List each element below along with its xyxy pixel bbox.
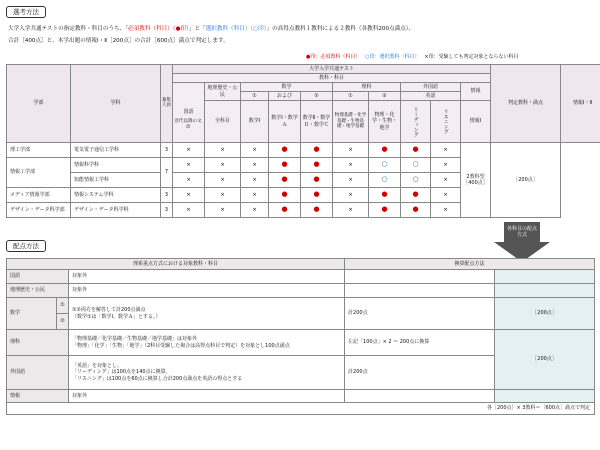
detail-line: 「物理」「化学」「生物」「地学」（2科目受験した場合は高得点科目で判定）を対象とし100点満点 bbox=[72, 342, 290, 349]
selected-mark: ○ bbox=[381, 175, 388, 184]
detail-line: 対象外 bbox=[72, 392, 88, 399]
cell-joho-points: ［200点］ bbox=[491, 143, 561, 218]
cell-faculty: デザイン・データ科学部 bbox=[7, 203, 71, 218]
scoring-table bbox=[6, 258, 595, 415]
cell-mark bbox=[269, 173, 301, 188]
col-kiso: 物理基礎・化学基礎・生物基礎・地学基礎 bbox=[333, 101, 369, 143]
cell-mark bbox=[173, 143, 205, 158]
section-title-selection: 選考方法 bbox=[6, 6, 46, 18]
excluded-mark: × bbox=[443, 206, 448, 213]
table-row bbox=[7, 284, 595, 298]
cell-points: ［200点］ bbox=[495, 298, 595, 330]
required-mark: ● bbox=[412, 145, 419, 154]
col-zen: 全科目 bbox=[205, 101, 241, 143]
excluded-mark: × bbox=[348, 191, 353, 198]
header-gaikoku: 外国語 bbox=[401, 83, 461, 92]
detail-line: （数学①は「数学Ⅰ、数学Ａ」とする。） bbox=[72, 313, 161, 320]
cell-faculty: メディア情報学部 bbox=[7, 188, 71, 203]
header-rika: 理科 bbox=[333, 83, 401, 92]
cell-mark bbox=[333, 203, 369, 218]
col-s1a: 数学Ⅰ・数学Ａ bbox=[269, 101, 301, 143]
col-rika2: 物理・化学・生物・地学 bbox=[369, 101, 401, 143]
cell-mark bbox=[173, 203, 205, 218]
excluded-mark: × bbox=[348, 176, 353, 183]
cell-mark bbox=[241, 173, 269, 188]
col-joho1: 情報Ⅰ bbox=[461, 101, 491, 143]
cell-department: 情報システム学科 bbox=[71, 188, 161, 203]
cell-mark bbox=[301, 158, 333, 173]
required-mark: ● bbox=[281, 145, 288, 154]
required-mark: ● bbox=[313, 205, 320, 214]
excluded-mark: × bbox=[348, 146, 353, 153]
cell-mark bbox=[369, 203, 401, 218]
excluded-mark: × bbox=[252, 206, 257, 213]
col-listening: リスニング bbox=[431, 101, 461, 143]
header-subjects: 教科・科目 bbox=[173, 74, 491, 83]
cell-points bbox=[495, 390, 595, 403]
cell-department: 電気電子通信工学科 bbox=[71, 143, 161, 158]
required-mark: ● bbox=[412, 205, 419, 214]
legend: ●印：必須教科（科目） ○印：選択教科（科目） ×印：受験しても判定対象とならない科目 bbox=[306, 54, 519, 60]
required-mark: ● bbox=[281, 190, 288, 199]
cell-mark bbox=[205, 203, 241, 218]
header-chireki: 地理歴史・公民 bbox=[205, 83, 241, 101]
cell-mark bbox=[401, 173, 431, 188]
cell-subject: 理科 bbox=[7, 330, 69, 356]
cell-mark bbox=[401, 203, 431, 218]
col-s1: 数学Ⅰ bbox=[241, 101, 269, 143]
cell-mark bbox=[241, 203, 269, 218]
required-mark: ● bbox=[281, 205, 288, 214]
detail-line: 対象外 bbox=[72, 287, 88, 294]
header-capacity: 募集人員 bbox=[161, 65, 173, 143]
cell-mark bbox=[431, 203, 461, 218]
header-sugaku: 数学 bbox=[241, 83, 333, 92]
excluded-mark: × bbox=[186, 191, 191, 198]
cell-calc bbox=[345, 270, 495, 284]
cell-mark bbox=[269, 203, 301, 218]
header-target-subjects: 理系重点方式における対象教科・科目 bbox=[7, 259, 345, 270]
cell-mark bbox=[431, 188, 461, 203]
cell-capacity: 3 bbox=[161, 203, 173, 218]
header-faculty: 学部 bbox=[7, 65, 71, 143]
cell-mark bbox=[205, 188, 241, 203]
excluded-mark: × bbox=[348, 206, 353, 213]
detail-line: 「リーディング」は100点を140点に換算、 bbox=[72, 369, 171, 376]
cell-mark bbox=[333, 158, 369, 173]
cell-mark bbox=[241, 158, 269, 173]
cell-points bbox=[495, 284, 595, 298]
cell-detail bbox=[69, 330, 345, 356]
cell-subject: 国語 bbox=[7, 270, 69, 284]
cell-mark bbox=[301, 203, 333, 218]
header-hantei: 判定教科・満点 bbox=[491, 65, 561, 143]
cell-capacity: 3 bbox=[161, 143, 173, 158]
cell-mark bbox=[205, 173, 241, 188]
excluded-mark: × bbox=[443, 191, 448, 198]
col-kokugo: 近代以降の文章 bbox=[174, 119, 202, 130]
required-mark: ● bbox=[381, 190, 388, 199]
cell-circle: ② bbox=[57, 314, 69, 330]
excluded-mark: × bbox=[186, 176, 191, 183]
cell-mark bbox=[241, 188, 269, 203]
cell-department: 知能情報工学科 bbox=[71, 173, 161, 188]
excluded-mark: × bbox=[252, 176, 257, 183]
cell-mark bbox=[401, 143, 431, 158]
cell-mark bbox=[205, 143, 241, 158]
excluded-mark: × bbox=[220, 161, 225, 168]
header-department: 学科 bbox=[71, 65, 161, 143]
cell-points bbox=[495, 270, 595, 284]
detail-line: 「リスニング」は100点を60点に換算し合計200点満点を英語の得点とする bbox=[72, 375, 243, 382]
cell-mark bbox=[401, 158, 431, 173]
table-row bbox=[7, 270, 595, 284]
header-rika-circle1: ① bbox=[333, 92, 369, 101]
cell-mark bbox=[269, 143, 301, 158]
required-mark: ● bbox=[281, 175, 288, 184]
cell-mark bbox=[431, 173, 461, 188]
cell-mark bbox=[369, 173, 401, 188]
table-row bbox=[7, 143, 600, 158]
selected-mark: ○ bbox=[381, 160, 388, 169]
required-mark: ● bbox=[313, 145, 320, 154]
col-s2bc: 数学Ⅱ・数学Ｂ・数学Ｃ bbox=[301, 101, 333, 143]
cell-hantei: 2教科型［400点］ bbox=[461, 143, 491, 218]
cell-subject: 情報 bbox=[7, 390, 69, 403]
cell-subject: 数学 bbox=[7, 298, 57, 330]
excluded-mark: × bbox=[220, 176, 225, 183]
cell-department: デザイン・データ科学科 bbox=[71, 203, 161, 218]
cell-calc: 左記「100点」× 2 ＝ 200点に換算 bbox=[345, 330, 495, 356]
cell-faculty: 理工学部 bbox=[7, 143, 71, 158]
table-row bbox=[7, 390, 595, 403]
cell-mark bbox=[301, 188, 333, 203]
excluded-mark: × bbox=[252, 161, 257, 168]
cell-subject: 外国語 bbox=[7, 356, 69, 390]
required-mark: ● bbox=[313, 175, 320, 184]
header-kyotsu: 大学入学共通テスト bbox=[173, 65, 491, 74]
cell-detail bbox=[69, 390, 345, 403]
header-kokugo: 国語 bbox=[173, 83, 205, 143]
cell-calc bbox=[345, 390, 495, 403]
cell-calc: 計200点 bbox=[345, 356, 495, 390]
arrow-label: 各科目の配点方式 bbox=[506, 226, 537, 239]
excluded-mark: × bbox=[348, 161, 353, 168]
header-oyobi: および bbox=[269, 92, 301, 101]
cell-mark bbox=[205, 158, 241, 173]
section-title-scoring: 配点方法 bbox=[6, 240, 46, 252]
excluded-mark: × bbox=[443, 176, 448, 183]
footer-total: 各［200点］× 3教科＝［600点］満点で判定 bbox=[7, 403, 595, 415]
cell-capacity: 3 bbox=[161, 188, 173, 203]
excluded-mark: × bbox=[186, 206, 191, 213]
required-mark: ● bbox=[313, 160, 320, 169]
cell-mark bbox=[401, 188, 431, 203]
excluded-mark: × bbox=[186, 146, 191, 153]
detail-line: 「英語」を対象とし、 bbox=[72, 363, 123, 370]
cell-mark bbox=[173, 188, 205, 203]
selection-table bbox=[6, 64, 600, 218]
cell-detail bbox=[69, 298, 345, 330]
cell-points: ［200点］ bbox=[495, 330, 595, 390]
cell-mark bbox=[369, 158, 401, 173]
cell-mark bbox=[301, 143, 333, 158]
intro-line-1: 大学入学共通テストの指定教科・科目のうち、「必須教科（科目）（●印）」と「選択教科（科目）（○印）」の高得点教科１教科による２教科（各教科200点満点）、 bbox=[8, 26, 415, 32]
cell-mark bbox=[173, 173, 205, 188]
cell-faculty: 情報工学部 bbox=[7, 158, 71, 188]
cell-mark bbox=[369, 143, 401, 158]
cell-mark bbox=[431, 143, 461, 158]
cell-mark bbox=[241, 143, 269, 158]
cell-detail bbox=[69, 356, 345, 390]
cell-mark bbox=[333, 188, 369, 203]
cell-mark bbox=[333, 173, 369, 188]
excluded-mark: × bbox=[186, 161, 191, 168]
cell-mark bbox=[369, 188, 401, 203]
header-circle1: ① bbox=[241, 92, 269, 101]
excluded-mark: × bbox=[220, 146, 225, 153]
excluded-mark: × bbox=[220, 206, 225, 213]
table-row bbox=[7, 330, 595, 356]
header-joho12: 情報Ⅰ・Ⅱ bbox=[561, 65, 600, 143]
cell-mark bbox=[431, 158, 461, 173]
col-reading: リーディング bbox=[401, 101, 431, 143]
cell-mark bbox=[269, 158, 301, 173]
excluded-mark: × bbox=[220, 191, 225, 198]
required-mark: ● bbox=[281, 160, 288, 169]
selected-mark: ○ bbox=[412, 160, 419, 169]
cell-mark bbox=[173, 158, 205, 173]
required-mark: ● bbox=[412, 190, 419, 199]
cell-department: 情報科学科 bbox=[71, 158, 161, 173]
cell-capacity: 7 bbox=[161, 158, 173, 188]
required-mark: ● bbox=[381, 145, 388, 154]
excluded-mark: × bbox=[443, 146, 448, 153]
cell-circle: ① bbox=[57, 298, 69, 314]
header-eigo: 英語 bbox=[401, 92, 461, 101]
cell-detail bbox=[69, 284, 345, 298]
header-conversion: 換算配点方法 bbox=[345, 259, 595, 270]
cell-detail bbox=[69, 270, 345, 284]
cell-mark bbox=[269, 188, 301, 203]
required-mark: ● bbox=[381, 205, 388, 214]
excluded-mark: × bbox=[252, 191, 257, 198]
header-rika-circle2: ② bbox=[369, 92, 401, 101]
cell-mark bbox=[333, 143, 369, 158]
cell-mark bbox=[301, 173, 333, 188]
excluded-mark: × bbox=[252, 146, 257, 153]
detail-line: 対象外 bbox=[72, 273, 88, 280]
excluded-mark: × bbox=[443, 161, 448, 168]
detail-line: ①②両方を解答して計200点満点 bbox=[72, 307, 146, 314]
detail-line: 「物理基礎／化学基礎／生物基礎／地学基礎」は対象外 bbox=[72, 336, 198, 343]
cell-calc bbox=[345, 284, 495, 298]
table-row bbox=[7, 298, 595, 314]
cell-subject: 地理歴史・公民 bbox=[7, 284, 69, 298]
intro-line-2: 合計［400点］と、本学出題の情報Ⅰ・Ⅱ［200点］の合計［600点］満点で判定します。 bbox=[8, 38, 229, 44]
selected-mark: ○ bbox=[412, 175, 419, 184]
cell-calc: 計200点 bbox=[345, 298, 495, 330]
required-mark: ● bbox=[313, 190, 320, 199]
header-circle2: ② bbox=[301, 92, 333, 101]
header-joho: 情報 bbox=[461, 83, 491, 101]
